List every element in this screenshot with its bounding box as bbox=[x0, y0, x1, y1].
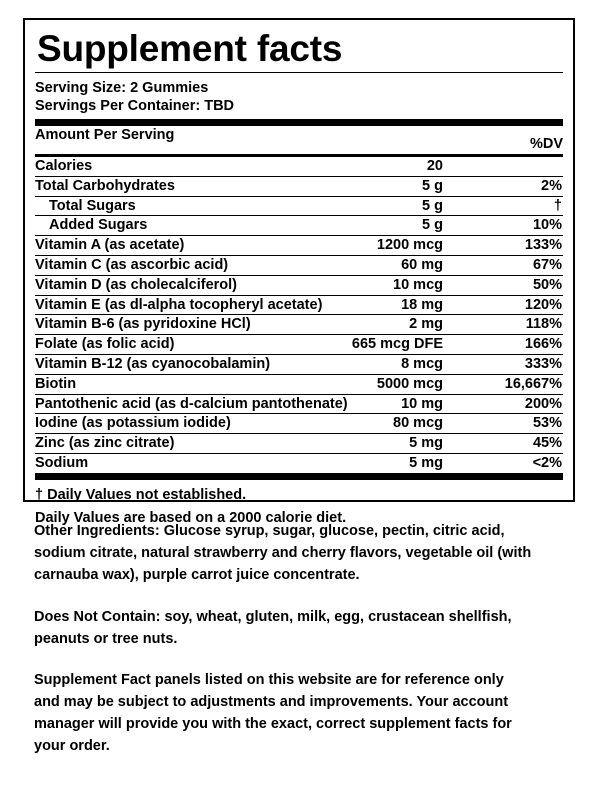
nutrient-dv: 120% bbox=[524, 296, 562, 313]
nutrient-name: Calories bbox=[35, 158, 93, 174]
nutrient-amount: 5 mg bbox=[409, 454, 443, 471]
nutrient-dv: 118% bbox=[525, 316, 562, 333]
nutrient-dv: † bbox=[553, 197, 562, 214]
other-ingredients-line: carnauba wax), purple carrot juice concentrate. bbox=[34, 567, 360, 583]
nutrient-dv: 45% bbox=[532, 435, 562, 452]
nutrient-name: Folate (as folic acid) bbox=[35, 336, 175, 353]
nutrient-row bbox=[35, 216, 563, 236]
disclaimer bbox=[34, 669, 574, 757]
nutrient-name: Vitamin C (as ascorbic acid) bbox=[35, 256, 229, 273]
nutrient-row bbox=[35, 276, 563, 296]
dv-header: %DV bbox=[529, 136, 563, 152]
nutrient-name: Biotin bbox=[35, 375, 77, 392]
nutrient-name: Vitamin A (as acetate) bbox=[35, 237, 185, 254]
nutrient-row bbox=[35, 197, 563, 217]
nutrient-name: Vitamin B-12 (as cyanocobalamin) bbox=[35, 355, 271, 372]
nutrient-name: Vitamin B-6 (as pyridoxine HCl) bbox=[35, 316, 251, 333]
nutrient-amount: 665 mcg DFE bbox=[351, 336, 443, 353]
does-not-contain-line: peanuts or tree nuts. bbox=[34, 631, 178, 647]
nutrient-row bbox=[35, 454, 563, 473]
panel-title: Supplement facts bbox=[37, 28, 343, 69]
nutrient-amount: 60 mg bbox=[401, 256, 443, 273]
nutrient-row bbox=[35, 315, 563, 335]
serving-divider bbox=[35, 119, 563, 126]
nutrient-amount: 20 bbox=[426, 158, 443, 174]
nutrient-amount: 10 mcg bbox=[393, 276, 443, 293]
other-ingredients bbox=[34, 520, 574, 586]
amount-per-serving-label: Amount Per Serving bbox=[35, 127, 175, 143]
disclaimer-line: and may be subject to adjustments and improvements. Your account bbox=[34, 694, 509, 710]
nutrient-name: Vitamin D (as cholecalciferol) bbox=[35, 276, 237, 293]
nutrient-dv: 200% bbox=[524, 395, 562, 412]
other-ingredients-line: Other Ingredients: Glucose syrup, sugar, glucose, pectin, citric acid, bbox=[34, 523, 505, 539]
nutrient-amount: 5 g bbox=[422, 177, 443, 194]
nutrient-name: Pantothenic acid (as d-calcium pantothenate) bbox=[35, 395, 348, 412]
nutrient-dv: 50% bbox=[532, 276, 562, 293]
nutrient-name: Added Sugars bbox=[49, 217, 148, 234]
nutrient-amount: 5 g bbox=[422, 197, 443, 214]
does-not-contain-line: Does Not Contain: soy, wheat, gluten, milk, egg, crustacean shellfish, bbox=[34, 609, 512, 625]
nutrient-row bbox=[35, 335, 563, 355]
nutrient-name: Iodine (as potassium iodide) bbox=[35, 415, 231, 432]
nutrient-dv: 2% bbox=[541, 177, 562, 194]
nutrient-amount: 10 mg bbox=[401, 395, 443, 412]
nutrient-dv: 67% bbox=[532, 256, 562, 273]
servings-per-container: Servings Per Container: TBD bbox=[35, 98, 235, 114]
footnote-calorie: Daily Values are based on a 2000 calorie diet. bbox=[35, 509, 347, 526]
supplement-facts-panel bbox=[23, 18, 575, 526]
nutrient-amount: 5 g bbox=[422, 217, 443, 234]
nutrient-amount: 18 mg bbox=[401, 296, 443, 313]
nutrient-name: Total Sugars bbox=[49, 197, 136, 214]
nutrient-dv: 53% bbox=[532, 415, 562, 432]
nutrient-row bbox=[35, 375, 563, 395]
nutrient-dv: 133% bbox=[524, 237, 562, 254]
nutrient-amount: 80 mcg bbox=[393, 415, 443, 432]
other-ingredients-line: sodium citrate, natural strawberry and cherry flavors, vegetable oil (with bbox=[34, 545, 532, 561]
nutrient-name: Sodium bbox=[35, 454, 89, 471]
nutrient-amount: 5 mg bbox=[409, 435, 443, 452]
nutrient-amount: 2 mg bbox=[409, 316, 443, 333]
serving-info bbox=[35, 79, 563, 115]
nutrient-amount: 1200 mcg bbox=[376, 237, 443, 254]
nutrient-amount: 8 mcg bbox=[401, 355, 443, 372]
disclaimer-line: Supplement Fact panels listed on this website are for reference only bbox=[34, 672, 504, 688]
footer-divider bbox=[35, 473, 563, 480]
title-divider bbox=[35, 72, 563, 73]
nutrient-dv: 333% bbox=[524, 355, 562, 372]
nutrient-name: Total Carbohydrates bbox=[35, 177, 175, 194]
nutrient-name: Vitamin E (as dl-alpha tocopheryl acetate) bbox=[35, 296, 323, 313]
table-header bbox=[35, 126, 563, 154]
disclaimer-line: your order. bbox=[34, 738, 110, 754]
nutrient-row bbox=[35, 414, 563, 434]
nutrient-dv: 10% bbox=[532, 217, 562, 234]
nutrient-row bbox=[35, 157, 563, 177]
nutrient-amount: 5000 mcg bbox=[376, 375, 443, 392]
nutrient-row bbox=[35, 434, 563, 454]
does-not-contain bbox=[34, 606, 574, 650]
nutrient-row bbox=[35, 355, 563, 375]
nutrient-table bbox=[35, 157, 563, 473]
nutrient-dv: 16,667% bbox=[504, 375, 562, 392]
nutrient-row bbox=[35, 395, 563, 415]
nutrient-row bbox=[35, 296, 563, 316]
nutrient-row bbox=[35, 236, 563, 256]
disclaimer-line: manager will provide you with the exact, correct supplement facts for bbox=[34, 716, 512, 732]
nutrient-dv: <2% bbox=[532, 454, 562, 471]
nutrient-name: Zinc (as zinc citrate) bbox=[35, 435, 175, 452]
serving-size: Serving Size: 2 Gummies bbox=[35, 80, 209, 96]
nutrient-row bbox=[35, 256, 563, 276]
nutrient-dv: 166% bbox=[524, 336, 562, 353]
nutrient-row bbox=[35, 177, 563, 197]
footnote-dagger: † Daily Values not established. bbox=[35, 486, 247, 503]
